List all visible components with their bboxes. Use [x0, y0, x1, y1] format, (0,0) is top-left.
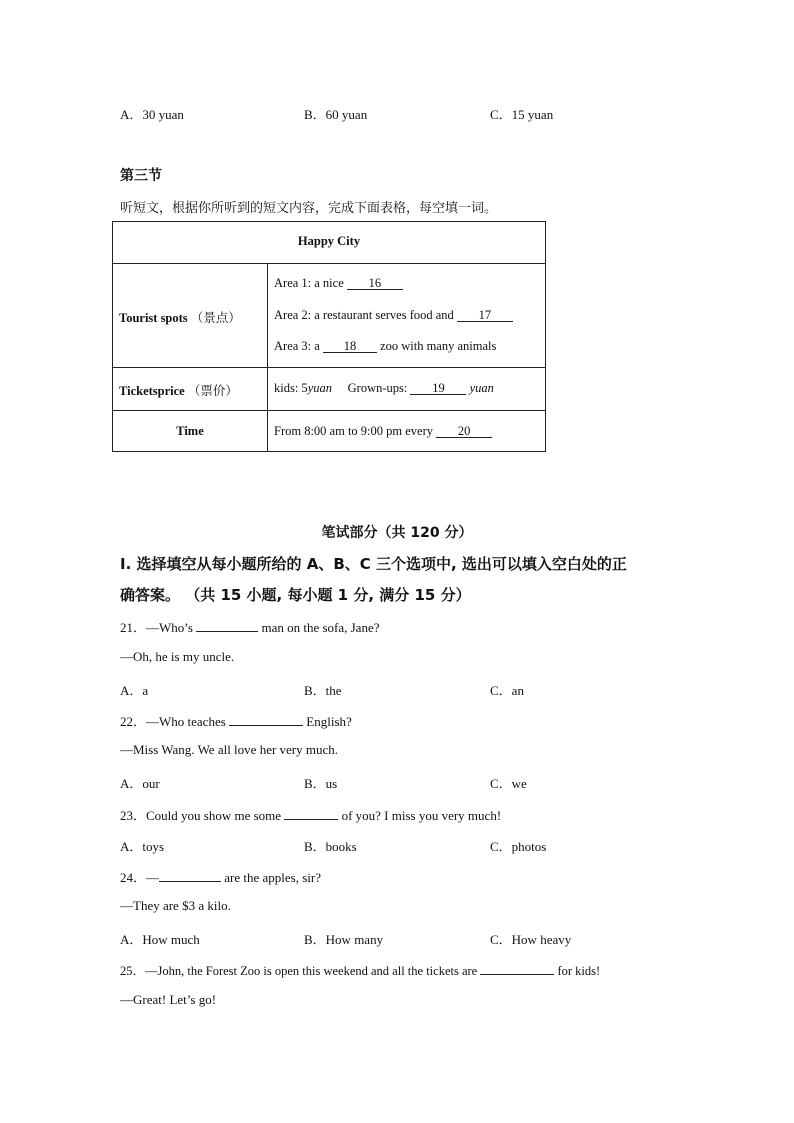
q22-option-c: C．we [490, 776, 527, 791]
q21-option-b: B．the [304, 683, 342, 698]
written-title: 笔试部分（共 120 分） [321, 525, 473, 541]
q25-reply: —Great! Let’s go! [120, 992, 217, 1007]
blank-18: 18 [323, 339, 377, 353]
q23-blank [284, 806, 338, 820]
q24-option-a: A．How much [120, 932, 200, 947]
q24-blank [159, 868, 221, 882]
area2-line: Area 2: a restaurant serves food and 17 [274, 308, 513, 323]
table-heading: Happy City [297, 234, 361, 248]
ticket-values: kids: 5yuan Grown-ups: 19 yuan [274, 381, 494, 395]
q21-option-a: A．a [120, 683, 149, 698]
happy-city-table [112, 221, 546, 452]
part1-line1: I. 选择填空从每小题所给的 A、B、C 三个选项中, 选出可以填入空白处的正 [120, 555, 627, 573]
section-title: 第三节 [120, 168, 162, 184]
q22-stem: 22．—Who teaches English? [120, 714, 352, 729]
q21-blank [196, 618, 258, 632]
blank-16: 16 [347, 276, 403, 290]
option-b: B．60 yuan [304, 107, 368, 122]
tourist-label: Tourist spots （景点） [119, 310, 241, 325]
q23-stem: 23．Could you show me some of you? I miss you very much! [120, 808, 502, 823]
time-line: From 8:00 am to 9:00 pm every 20 [274, 424, 492, 439]
blank-17: 17 [457, 308, 513, 322]
q22-option-a: A．our [120, 776, 160, 791]
q22-reply: —Miss Wang. We all love her very much. [120, 742, 339, 757]
q25-stem: 25．—John, the Forest Zoo is open this weekend and all the tickets are for kids! [120, 961, 600, 979]
q24-option-c: C．How heavy [490, 932, 572, 947]
q21-option-c: C．an [490, 683, 524, 698]
q22-option-b: B．us [304, 776, 338, 791]
q24-reply: —They are $3 a kilo. [120, 898, 231, 913]
q24-option-b: B．How many [304, 932, 384, 947]
option-a: A．30 yuan [120, 107, 184, 122]
part1-line2: 确答案。 （共 15 小题, 每小题 1 分, 满分 15 分） [120, 586, 471, 604]
q24-stem: 24．— are the apples, sir? [120, 870, 321, 885]
ticket-label: Ticketsprice （票价） [119, 383, 238, 398]
q23-option-a: A．toys [120, 839, 165, 854]
area3-line: Area 3: a 18 zoo with many animals [274, 339, 497, 353]
q23-option-b: B．books [304, 839, 357, 854]
q21-stem: 21．—Who’s man on the sofa, Jane? [120, 620, 380, 635]
blank-19: 19 [410, 381, 466, 395]
time-label: Time [176, 424, 204, 438]
q25-blank [480, 961, 554, 975]
q23-option-c: C．photos [490, 839, 547, 854]
area1-line: Area 1: a nice 16 [274, 276, 403, 291]
q22-blank [229, 712, 303, 726]
blank-20: 20 [436, 424, 492, 438]
q21-reply: —Oh, he is my uncle. [120, 649, 235, 664]
section-instruction: 听短文，根据你所听到的短文内容，完成下面表格，每空填一词。 [120, 201, 498, 216]
option-c: C．15 yuan [490, 107, 554, 122]
